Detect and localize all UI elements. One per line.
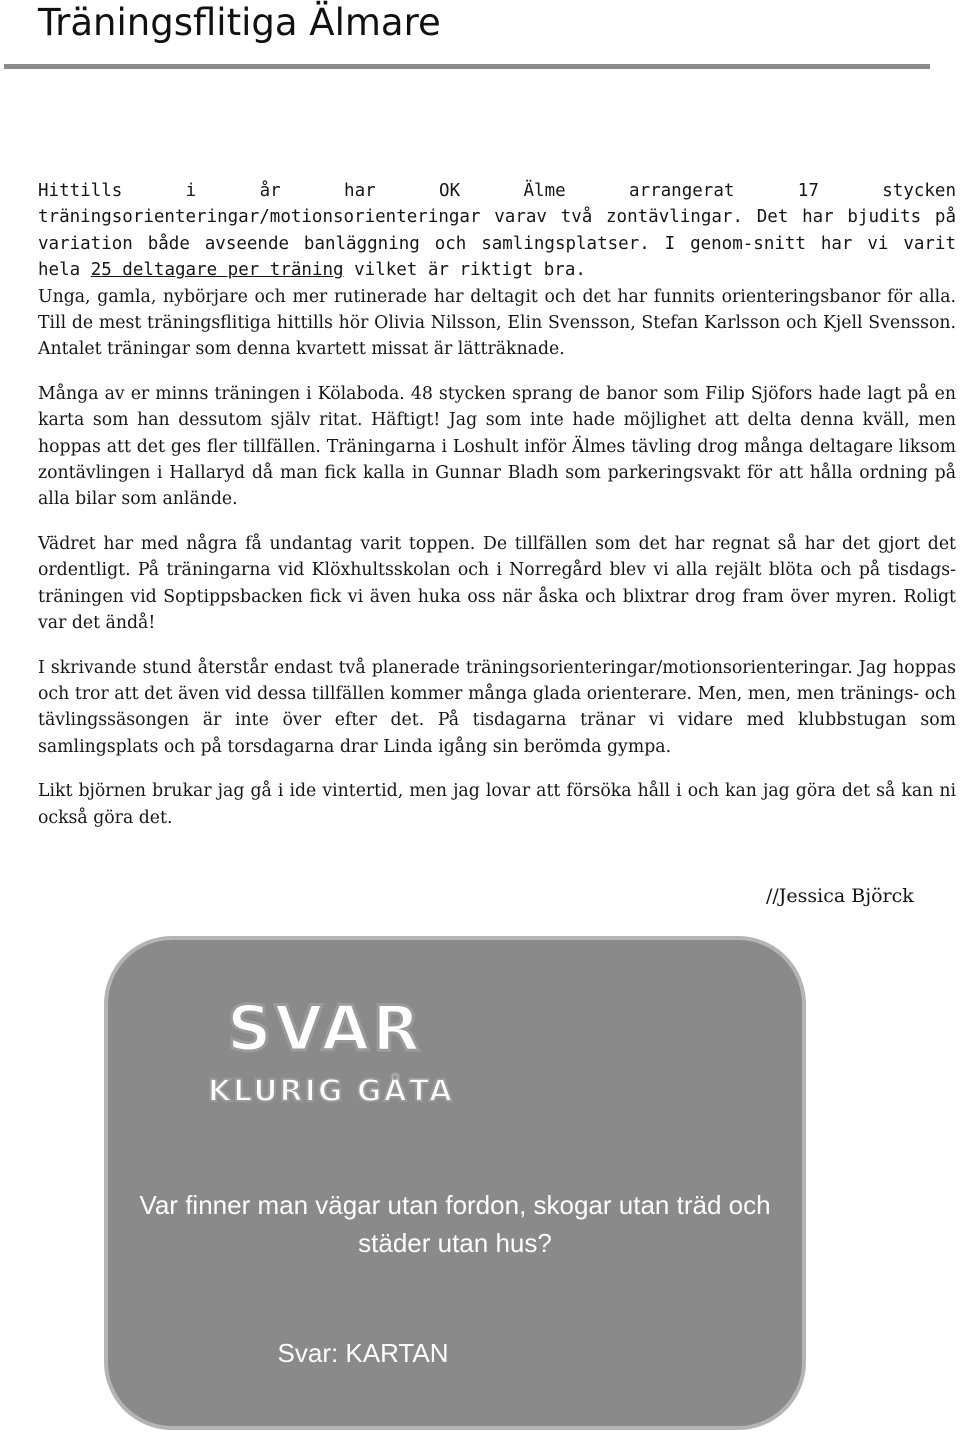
intro-paragraph bbox=[38, 178, 956, 363]
intro-text-end: vilket är riktigt bra. bbox=[343, 260, 586, 281]
title-divider bbox=[4, 64, 930, 69]
paragraph-kolaboda: Många av er minns träningen i Kölaboda. 48 stycken sprang de banor som Filip Sjöfors hade lagt på en karta som han dessutom själv ritat. Häftigt! Jag som inte hade möjlighet att delta denna kväll, men hoppas att det ges fler tillfällen. Träningarna i Loshult inför Älmes tävling drog många deltagare liksom zontävlingen i Hallaryd då man fick kalla in Gunnar Bladh som parkeringsvakt för att hålla ordning på alla bilar som anlände. bbox=[38, 383, 956, 510]
paragraph-closing: Likt björnen brukar jag gå i ide vintertid, men jag lovar att försöka håll i och kan jag göra det så kan ni också göra det. bbox=[38, 781, 956, 828]
riddle-answer-box bbox=[104, 936, 806, 1430]
article-body bbox=[38, 178, 956, 849]
paragraph-remaining: I skrivande stund återstår endast två planerade träningsorienteringar/motionsorienteringar. Jag hoppas och tror att det även vid dessa tillfällen kommer många glada orienterare. Men, men, men tränings- och tävlingssäsongen är inte över efter det. På tisdagarna tränar vi vidare med klubbstugan som samlingsplats och på torsdagarna drar Linda igång sin berömda gympa. bbox=[38, 657, 956, 757]
intro-text-start: Hittills i år har OK Älme arrangerat 17 stycken träningsorienteringar/motionsorienteringar varav två zontävlingar. Det har bjudits på variation både avseende banläggning och samlingsplatser. I genom-snitt har vi varit hela bbox=[38, 181, 956, 281]
intro-text-participants: Unga, gamla, nybörjare och mer rutinerade har deltagit och det har funnits orienteringsbanor för alla. Till de mest träningsflitiga hittills hör Olivia Nilsson, Elin Svensson, Stefan Karlsson och Kjell Svensson. Antalet träningar som denna kvartett missat är lätträknade. bbox=[38, 286, 956, 360]
riddle-question: Var finner man vägar utan fordon, skogar utan träd och städer utan hus? bbox=[139, 1190, 771, 1258]
signature: //Jessica Björck bbox=[766, 885, 914, 907]
underlined-participants-text: 25 deltagare per träning bbox=[90, 260, 344, 281]
page-title: Träningsflitiga Älmare bbox=[38, 1, 441, 44]
answer-heading: SVAR bbox=[226, 992, 424, 1065]
paragraph-weather: Vädret har med några få undantag varit toppen. De tillfällen som det har regnat så har det gjort det ordentligt. På träningarna vid Klöxhultsskolan och i Norregård blev vi alla rejält blöta och på tisdags-träningen vid Soptippsbacken fick vi även huka oss när åska och blixtrar drog fram över myren. Roligt var det ändå! bbox=[38, 533, 956, 634]
riddle-subheading: KLURIG GÅTA bbox=[207, 1074, 455, 1109]
riddle-answer: Svar: KARTAN bbox=[277, 1338, 449, 1368]
